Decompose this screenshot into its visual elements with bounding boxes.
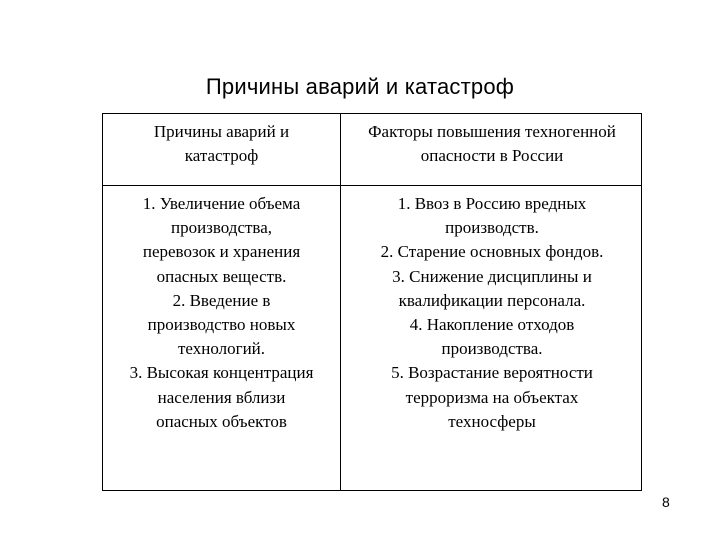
- header-line: катастроф: [184, 146, 259, 166]
- slide-title: Причины аварий и катастроф: [205, 74, 515, 99]
- text-line: опасных веществ.: [156, 266, 287, 286]
- text-line: техносферы: [448, 411, 536, 431]
- comparison-table: [102, 113, 642, 491]
- text-line: производств.: [445, 218, 539, 238]
- header-divider: [103, 185, 641, 186]
- text-line: технологий.: [177, 339, 266, 359]
- text-line: 2. Введение в: [172, 290, 271, 310]
- body-cell-causes: [103, 192, 340, 434]
- text-line: квалификации персонала.: [398, 290, 586, 310]
- header-line: опасности в России: [420, 146, 564, 166]
- text-line: производства,: [170, 218, 273, 238]
- text-line: терроризма на объектах: [405, 387, 579, 407]
- header-cell-causes: [103, 120, 340, 168]
- text-line: 3. Высокая концентрация: [129, 363, 314, 383]
- body-cell-factors: [341, 192, 643, 434]
- text-line: опасных объектов: [156, 411, 287, 431]
- text-line: 3. Снижение дисциплины и: [392, 266, 592, 286]
- header-line: Факторы повышения техногенной: [368, 122, 616, 141]
- text-line: производство новых: [147, 315, 296, 335]
- text-line: перевозок и хранения: [142, 242, 301, 262]
- text-line: населения вблизи: [157, 387, 286, 407]
- text-line: 1. Увеличение объема: [142, 194, 301, 213]
- page-number: 8: [662, 494, 670, 510]
- header-cell-factors: [341, 120, 643, 168]
- text-line: 1. Ввоз в Россию вредных: [397, 194, 587, 213]
- text-line: 5. Возрастание вероятности: [391, 363, 593, 383]
- text-line: производства.: [441, 339, 543, 359]
- text-line: 2. Старение основных фондов.: [380, 242, 604, 262]
- text-line: 4. Накопление отходов: [409, 315, 575, 335]
- header-line: Причины аварий и: [153, 122, 290, 141]
